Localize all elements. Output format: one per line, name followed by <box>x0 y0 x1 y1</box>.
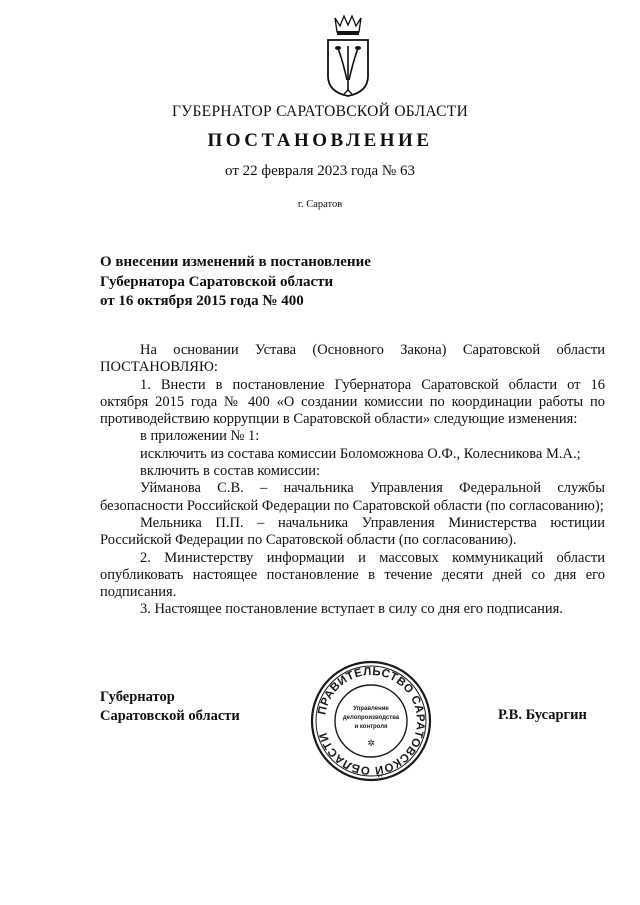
document-city: г. Саратов <box>297 199 343 210</box>
paragraph-member-1: Уйманова С.В. – начальника Управления Федеральной службы безопасности Российской Федерации по Саратовской области (по согласованию); <box>100 480 605 514</box>
paragraph-exclude: исключить из состава комиссии Боломожнова О.Ф., Колесникова М.А.; <box>140 445 581 462</box>
document-date-number: от 22 февраля 2023 года № 63 <box>225 163 415 179</box>
document-type: ПОСТАНОВЛЕНИЕ <box>207 130 433 151</box>
paragraph-include: включить в состав комиссии: <box>140 463 321 480</box>
document-body <box>100 342 605 619</box>
svg-text:и контроля: и контроля <box>354 724 388 730</box>
official-seal-stamp <box>309 659 433 783</box>
subject-line: Губернатора Саратовской области <box>100 273 334 290</box>
svg-text:✲: ✲ <box>367 739 375 749</box>
signatory-title-line: Губернатор <box>100 689 175 705</box>
document-subject <box>100 253 371 312</box>
paragraph-item-2: 2. Министерству информации и массовых коммуникаций области опубликовать настоящее постановление в течение десяти дней со дня его подписания. <box>100 549 605 601</box>
paragraph-item-3: 3. Настоящее постановление вступает в силу со дня его подписания. <box>140 601 563 618</box>
svg-text:Управление: Управление <box>353 706 389 712</box>
svg-text:делопроизводства: делопроизводства <box>342 715 400 721</box>
svg-text:ПРАВИТЕЛЬСТВО САРАТОВСКОЙ ОБЛА: ПРАВИТЕЛЬСТВО САРАТОВСКОЙ ОБЛАСТИ <box>316 665 427 777</box>
paragraph-item-1: 1. Внести в постановление Губернатора Саратовской области от 16 октября 2015 года № 400 «О создании комиссии по координации работы по противодействию коррупции в Саратовской области» следующие изменения: <box>100 376 605 428</box>
signatory-title <box>100 688 240 726</box>
paragraph-preamble: На основании Устава (Основного Закона) Саратовской области ПОСТАНОВЛЯЮ: <box>100 342 605 376</box>
issuing-authority: ГУБЕРНАТОР САРАТОВСКОЙ ОБЛАСТИ <box>171 103 469 120</box>
signatory-title-line: Саратовской области <box>100 708 240 724</box>
paragraph-appendix: в приложении № 1: <box>140 428 260 445</box>
subject-line: от 16 октября 2015 года № 400 <box>100 293 304 309</box>
paragraph-member-2: Мельника П.П. – начальника Управления Министерства юстиции Российской Федерации по Саратовской области (по согласованию). <box>100 514 605 549</box>
coat-of-arms-icon <box>323 14 373 98</box>
subject-line: О внесении изменений в постановление <box>100 254 371 270</box>
signatory-name: Р.В. Бусаргин <box>498 707 587 723</box>
